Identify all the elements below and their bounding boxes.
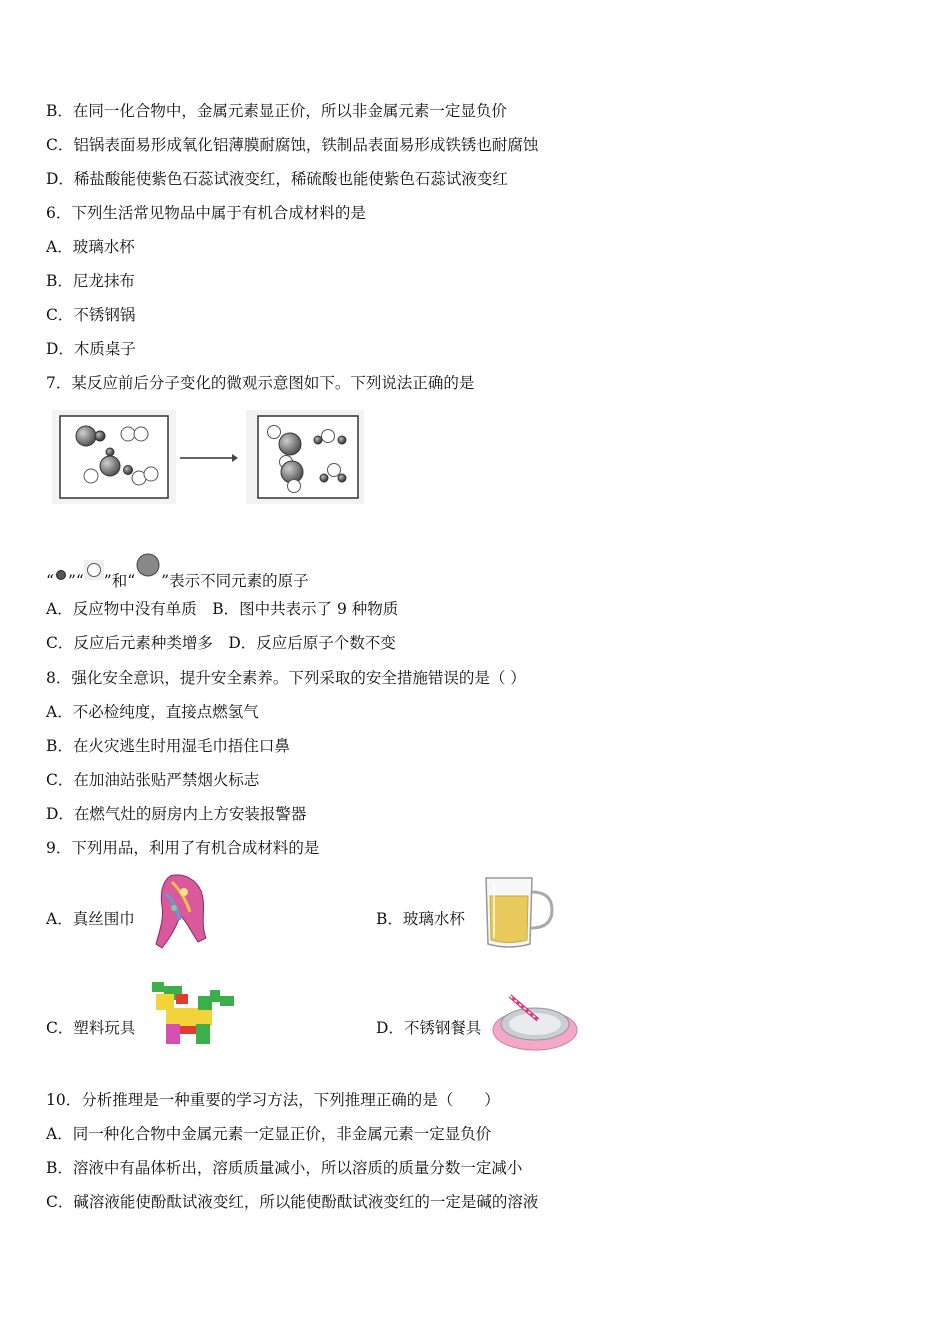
q8-option-b: B．在火灾逃生时用湿毛巾捂住口鼻 (46, 737, 290, 755)
q9-stem: 9．下列用品，利用了有机合成材料的是 (46, 839, 320, 857)
large-gray-atom-icon (135, 552, 161, 578)
reaction-diagram (52, 410, 364, 506)
q7-stem: 7．某反应前后分子变化的微观示意图如下。下列说法正确的是 (46, 374, 475, 392)
q10-option-a: A．同一种化合物中金属元素一定显正价，非金属元素一定显负价 (46, 1125, 492, 1143)
q8-stem: 8．强化安全意识，提升安全素养。下列采取的安全措施错误的是（ ） (46, 669, 526, 687)
white-atom-icon (84, 560, 104, 580)
q9-option-d: D．不锈钢餐具 (376, 1019, 482, 1037)
q7-legend (46, 552, 309, 592)
silk-scarf-icon (150, 872, 210, 952)
product-box (246, 410, 364, 504)
legend-quote-sep: ”“ (67, 572, 84, 590)
q6-option-d: D．木质桌子 (46, 340, 136, 358)
legend-quote-open: “ (46, 572, 54, 590)
q6-option-a: A．玻璃水杯 (46, 238, 135, 256)
q5-option-b: B．在同一化合物中，金属元素显正价，所以非金属元素一定显负价 (46, 102, 507, 120)
q8-option-a: A．不必检纯度，直接点燃氢气 (46, 703, 259, 721)
glass-cup-icon (480, 872, 556, 950)
q6-option-c: C．不锈钢锅 (46, 306, 136, 324)
reactant-box (52, 410, 176, 504)
q5-option-c: C．铝锅表面易形成氧化铝薄膜耐腐蚀，铁制品表面易形成铁锈也耐腐蚀 (46, 136, 539, 154)
q9-option-c: C．塑料玩具 (46, 1019, 136, 1037)
q10-option-b: B．溶液中有晶体析出，溶质质量减小，所以溶质的质量分数一定减小 (46, 1159, 523, 1177)
plastic-toy-icon (146, 980, 242, 1056)
q5-option-d: D．稀盐酸能使紫色石蕊试液变红，稀硫酸也能使紫色石蕊试液变红 (46, 170, 508, 188)
q6-option-b: B．尼龙抹布 (46, 272, 135, 290)
q9-option-a: A．真丝围巾 (46, 910, 135, 928)
q7-options-row2: C．反应后元素种类增多 D．反应后原子个数不变 (46, 634, 396, 652)
q10-stem: 10．分析推理是一种重要的学习方法，下列推理正确的是（ ） (46, 1091, 500, 1109)
legend-tail: ”表示不同元素的原子 (161, 572, 309, 590)
legend-and: ”和“ (103, 572, 136, 590)
steel-tableware-icon (490, 990, 580, 1056)
q7-options-row1: A．反应物中没有单质 B．图中共表示了 9 种物质 (46, 600, 399, 618)
small-dark-atom-icon (54, 568, 68, 582)
q10-option-c: C．碱溶液能使酚酞试液变红，所以能使酚酞试液变红的一定是碱的溶液 (46, 1193, 539, 1211)
q9-option-b: B．玻璃水杯 (376, 910, 465, 928)
reaction-arrow (180, 454, 238, 462)
q6-stem: 6．下列生活常见物品中属于有机合成材料的是 (46, 204, 366, 222)
q8-option-c: C．在加油站张贴严禁烟火标志 (46, 771, 260, 789)
q8-option-d: D．在燃气灶的厨房内上方安装报警器 (46, 805, 307, 823)
